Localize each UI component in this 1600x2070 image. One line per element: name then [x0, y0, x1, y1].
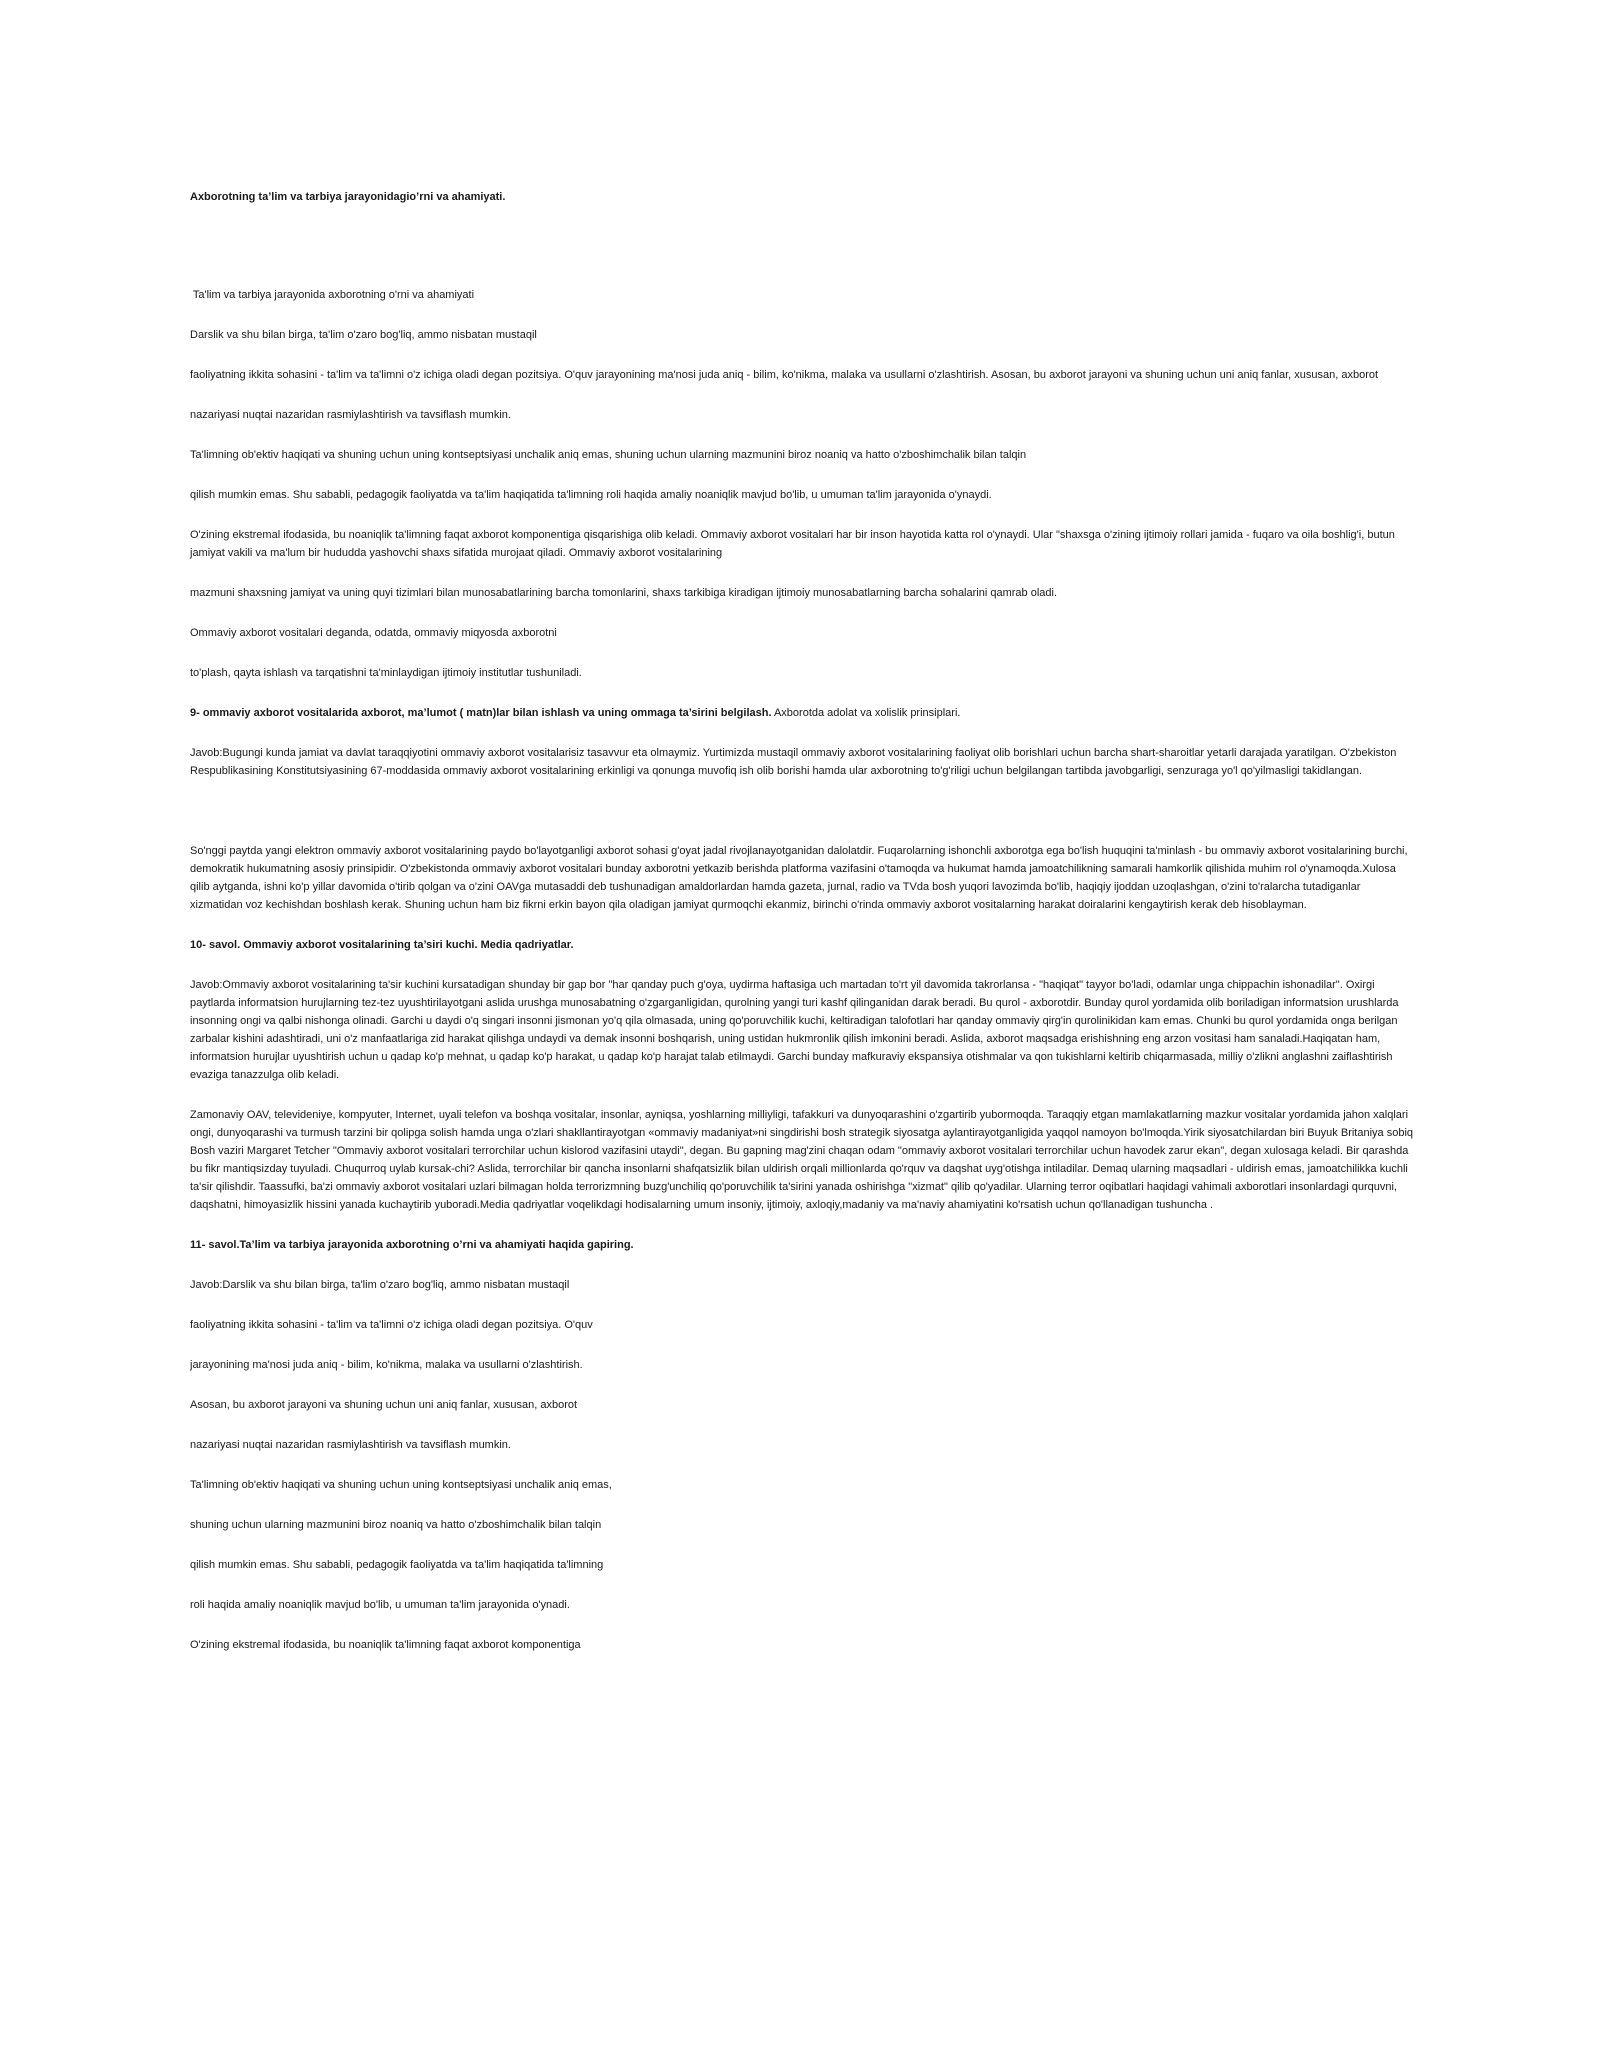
question-9-heading [190, 704, 1415, 722]
question-10-heading: 10- savol. Ommaviy axborot vositalarining ta’siri kuchi. Media qadriyatlar. [190, 939, 574, 951]
question-11-line: O'zining ekstremal ifodasida, bu noaniqlik ta'limning faqat axborot komponentiga [190, 1639, 581, 1651]
question-11-line: faoliyatning ikkita sohasini - ta'lim va ta'limni o'z ichiga oladi degan pozitsiya. O'quv [190, 1319, 593, 1331]
question-9-answer: Javob:Bugungi kunda jamiat va davlat taraqqiyotini ommaviy axborot vositalarisiz tasavvur eta olmaymiz. Yurtimizda mustaqil ommaviy axborot vositalarining faoliyat olib borishlari uchun barcha shart-sharoitlar yetarli darajada yaratilgan. O'zbekiston Respublikasining Konstitutsiyasining 67-moddasida ommaviy axborot vositalarining erkinligi va qonunga muvofiq ish olib borishi hamda ular axborotning to'g'riligi uchun belgilangan tartibda javobgarligi, senzuraga yo'l qo'yilmasligi takidlangan. [190, 747, 1397, 777]
paragraph: to'plash, qayta ishlash va tarqatishni ta'minlaydigan ijtimoiy institutlar tushuniladi. [190, 667, 582, 679]
paragraph: Ta'limning ob'ektiv haqiqati va shuning uchun uning kontseptsiyasi unchalik aniq emas, shuning uchun ularning mazmunini biroz noaniq va hatto o'zboshimchalik bilan talqin [190, 449, 1027, 461]
paragraph: faoliyatning ikkita sohasini - ta'lim va ta'limni o'z ichiga oladi degan pozitsiya. O'quv jarayonining ma'nosi juda aniq - bilim, ko'nikma, malaka va usullarni o'zlashtirish. Asosan, bu axborot jarayoni va shuning uchun uni aniq fanlar, xususan, axborot [190, 369, 1379, 381]
question-11-line: roli haqida amaliy noaniqlik mavjud bo'lib, u umuman ta'lim jarayonida o'ynadi. [190, 1599, 570, 1611]
paragraph: Ta'lim va tarbiya jarayonida axborotning o'rni va ahamiyati [190, 289, 475, 301]
paragraph: mazmuni shaxsning jamiyat va uning quyi tizimlari bilan munosabatlarining barcha tomonlarini, shaxs tarkibiga kiradigan ijtimoiy munosabatlarning barcha sohalarini qamrab oladi. [190, 587, 1057, 599]
question-10-answer: Javob:Ommaviy axborot vositalarining ta'sir kuchini kursatadigan shunday bir gap bor "har qanday puch g'oya, uydirma haftasiga uch martadan to'rt yil davomida takrorlansa - "haqiqat" tayyor bo'ladi, odamlar unga chippachin ishonadilar". Oxirgi paytlarda informatsion hurujlarning tez-tez uyushtirilayotgani aslida urushga munosabatning o'zgarganligidan, qurolning yangi turi kashf qilinganidan darak beradi. Bu qurol - axborotdir. Bunday qurol yordamida olib boriladigan informatsion urushlarda insonning ongi va qalbi nishonga olinadi. Garchi u daydi o'q singari insonni jismonan yo'q qila olmasada, uning qo'poruvchilik kuchi, keltiradigan talofotlari har qanday ommaviy qirg'in qurolinikidan kam emas. Chunki bu qurol yordamida onga berilgan zarbalar kishini adashtiradi, uni o'z manfaatlariga zid harakat qilishga undaydi va demak insonni boshqarish, uning ustidan hukmronlik qilish imkonini beradi. Aslida, axborot maqsadga erishishning eng arzon vositasi ham sanaladi.Haqiqatan ham, informatsion hurujlar uyushtirish uchun u qadap ko'p mehnat, u qadap ko'p harakat, u qadap ko'p harajat talab etilmaydi. Garchi bunday mafkuraviy ekspansiya otishmalar va qon tukishlarni keltirib chiqarmasada, milliy o'zlikni anglashni zaiflashtirish evaziga tanazzulga olib keladi. [190, 979, 1399, 1081]
paragraph: Ommaviy axborot vositalari deganda, odatda, ommaviy miqyosda axborotni [190, 627, 557, 639]
question-9-answer-continued: So'nggi paytda yangi elektron ommaviy axborot vositalarining paydo bo'layotganligi axborot sohasi g'oyat jadal rivojlanayotganidan dalolatdir. Fuqarolarning ishonchli axborotga ega bo'lish huquqini ta'minlash - bu ommaviy axborot vositalarining burchi, demokratik hukumatning asosiy prinsipidir. O'zbekistonda ommaviy axborot vositalari bunday axborotni yetkazib berishda platforma vazifasini o'tamoqda va hukumat hamda jamoatchilikning samarali hamkorlik qilishida muhim rol o'ynamoqda.Xulosa qilib aytganda, ishni ko'p yillar davomida o'tirib qolgan va o'zini OAVga mutasaddi deb tushunadigan amaldorlardan hamda gazeta, jurnal, radio va TVda bosh yuqori lavozimda bo'lib, haqiqiy ijoddan uzoqlashgan, o'zini to'ralarcha tutadiganlar xizmatidan voz kechishdan boshlash kerak. Shuning uchun ham biz fikrni erkin bayon qila oladigan jamiyat qurmoqchi ekanmiz, birinchi o'rinda ommaviy axborot vositalarning harakat doiralarini kengaytirish kerak deb hisoblayman. [190, 845, 1408, 911]
question-11-line: Asosan, bu axborot jarayoni va shuning uchun uni aniq fanlar, xususan, axborot [190, 1399, 578, 1411]
question-10-answer-continued: Zamonaviy OAV, televideniye, kompyuter, Internet, uyali telefon va boshqa vositalar, insonlar, ayniqsa, yoshlarning milliyligi, tafakkuri va dunyoqarashini o'zgartirib yubormoqda. Taraqqiy etgan mamlakatlarning mazkur vositalar yordamida jahon xalqlari ongi, dunyoqarashi va turmush tarzini bir qolipga solish hamda unga o'zlari shakllantirayotgan «ommaviy madaniyat»ni singdirishi bosh strategik siyosatga aylantirayotganligida yaqqol namoyon bo'lmoqda.Yirik siyosatchilardan biri Buyuk Britaniya sobiq Bosh vaziri Margaret Tetcher "Ommaviy axborot vositalari terrorchilar uchun kislorod vazifasini utaydi", degan. Bu gapning mag'zini chaqan odam "ommaviy axborot vositalari terrorchilar uchun havodek zarur ekan", degan xulosaga keladi. Bir qarashda bu fikr mantiqsizday tuyuladi. Chuqurroq uylab kursak-chi? Aslida, terrorchilar bir qancha insonlarni shafqatsizlik bilan uldirish orqali millionlarda qo'rquv va daqshat uyg'otishga intiladilar. Demaq ularning maqsadlari - uldirish emas, jamoatchilikka kuchli ta'sir qilishdir. Taassufki, ba'zi ommaviy axborot vositalari uzlari bilmagan holda terrorizmning buzg'unchiliq qo'poruvchilik ta'sirini yanada oshirishga "xizmat" qilib qo'yadilar. Ularning terror oqibatlari haqidagi vahimali axborotlari insonlardagi qurquvni, daqshatni, himoyasizlik hissini yanada kuchaytirib yuboradi.Media qadriyatlar voqelikdagi hodisalarning umum insoniy, ijtimoiy, axloqiy,madaniy va ma'naviy ahamiyatini ko'rsatish uchun qo'llanadigan tushuncha . [190, 1109, 1414, 1211]
question-11-line: jarayonining ma'nosi juda aniq - bilim, ko'nikma, malaka va usullarni o'zlashtirish. [190, 1359, 583, 1371]
question-11-line: qilish mumkin emas. Shu sababli, pedagogik faoliyatda va ta'lim haqiqatida ta'limning [190, 1559, 604, 1571]
question-11-line: Javob:Darslik va shu bilan birga, ta'lim o'zaro bog'liq, ammo nisbatan mustaqil [190, 1279, 570, 1291]
question-11-line: Ta'limning ob'ektiv haqiqati va shuning uchun uning kontseptsiyasi unchalik aniq emas, [190, 1479, 612, 1491]
question-11-line: nazariyasi nuqtai nazaridan rasmiylashtirish va tavsiflash mumkin. [190, 1439, 511, 1451]
paragraph: Darslik va shu bilan birga, ta'lim o'zaro bog'liq, ammo nisbatan mustaqil [190, 329, 537, 341]
question-9-heading-tail: Axborotda adolat va xolislik prinsiplari. [771, 707, 961, 719]
paragraph: O'zining ekstremal ifodasida, bu noaniqlik ta'limning faqat axborot komponentiga qisqarishiga olib keladi. Ommaviy axborot vositalari har bir inson hayotida katta rol o'ynaydi. Ular "shaxsga o'zining ijtimoiy rollari jamida - fuqaro va oila boshlig'i, butun jamiyat vakili va ma'lum bir hududda yashovchi shaxs sifatida murojaat qiladi. Ommaviy axborot vositalarining [190, 529, 1395, 559]
question-9-heading-bold: 9- ommaviy axborot vositalarida axborot, ma’lumot ( matn)lar bilan ishlash va uning ommaga ta’sirini belgilash. [190, 707, 772, 719]
paragraph: nazariyasi nuqtai nazaridan rasmiylashtirish va tavsiflash mumkin. [190, 409, 511, 421]
question-11-line: shuning uchun ularning mazmunini biroz noaniq va hatto o'zboshimchalik bilan talqin [190, 1519, 602, 1531]
paragraph: qilish mumkin emas. Shu sababli, pedagogik faoliyatda va ta'lim haqiqatida ta'limning roli haqida amaliy noaniqlik mavjud bo'lib, u umuman ta'lim jarayonida o'ynaydi. [190, 489, 992, 501]
question-11-heading: 11- savol.Ta’lim va tarbiya jarayonida axborotning o’rni va ahamiyati haqida gapiring. [190, 1239, 634, 1251]
document-body [190, 188, 1415, 1676]
document-title: Axborotning ta’lim va tarbiya jarayonidagio’rni va ahamiyati. [190, 191, 506, 203]
